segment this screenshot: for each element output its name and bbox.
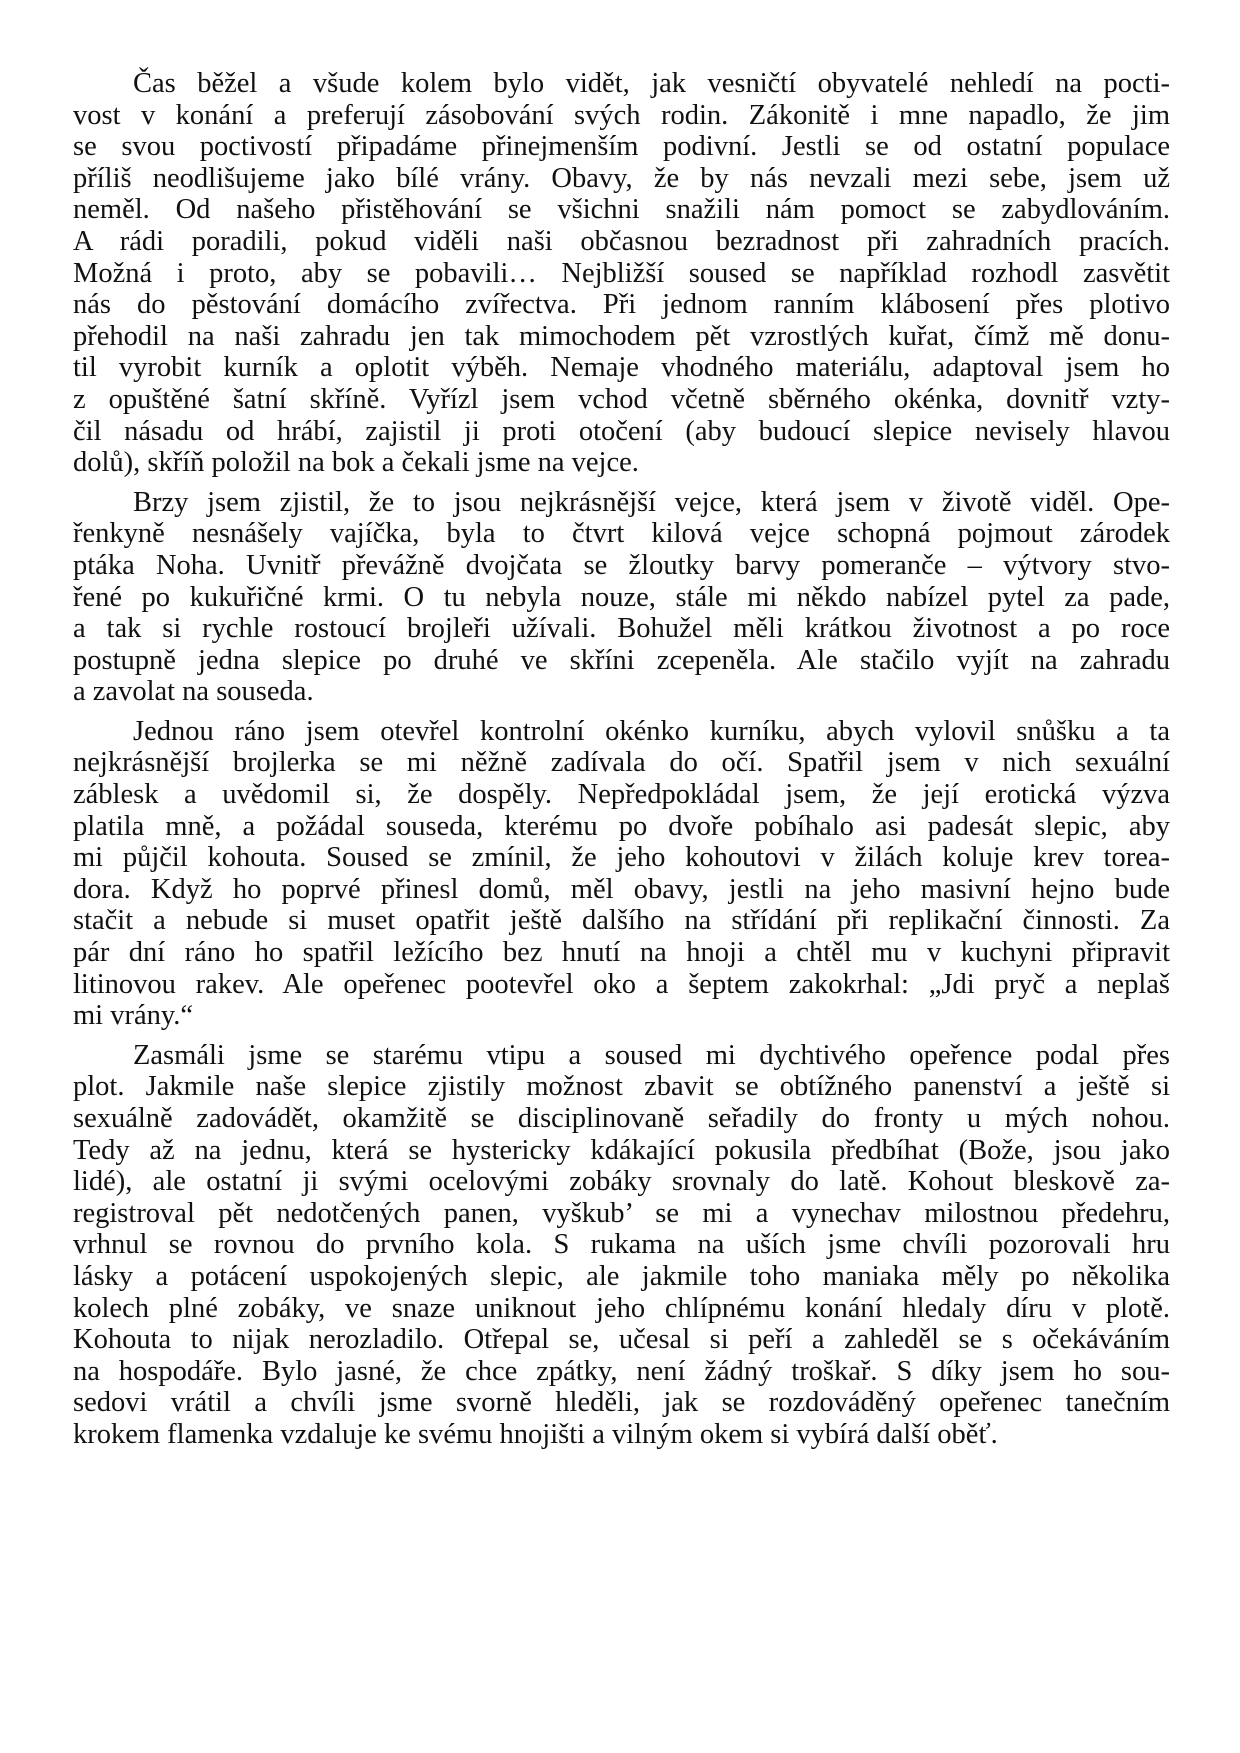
text-line: Brzy jsem zjistil, že to jsou nejkrásnější vejce, která jsem v životě viděl. Ope- (133, 486, 1170, 518)
text-line: lidé), ale ostatní ji svými ocelovými zobáky srovnaly do latě. Kohout bleskově za- (73, 1166, 1170, 1198)
text-line: a zavolat na souseda. (73, 676, 314, 708)
text-line: vost v konání a preferují zásobování svých rodin. Zákonitě i mne napadlo, že jim (73, 99, 1170, 131)
paragraph-2 (73, 487, 1170, 708)
text-line: Možná i proto, aby se pobavili… Nejbližší soused se například rozhodl zasvětit (73, 257, 1170, 289)
text-line: Jednou ráno jsem otevřel kontrolní okénko kurníku, abych vylovil snůšku a ta (133, 715, 1170, 747)
text-line: záblesk a uvědomil si, že dospěly. Nepředpokládal jsem, že její erotická výzva (73, 779, 1170, 811)
text-line: a tak si rychle rostoucí brojleři užívali. Bohužel měli krátkou životnost a po roce (73, 613, 1170, 645)
text-line: dora. Když ho poprvé přinesl domů, měl obavy, jestli na jeho masivní hejno bude (73, 873, 1170, 905)
document-page (73, 68, 1170, 1459)
text-line: kolech plné zobáky, ve snaze uniknout jeho chlípnému konání hledaly díru v plotě. (73, 1292, 1170, 1324)
text-line: z opuštěné šatní skříně. Vyřízl jsem vchod včetně sběrného okénka, dovnitř vzty- (73, 383, 1170, 415)
text-line: čil násadu od hrábí, zajistil ji proti otočení (aby budoucí slepice nevisely hlavou (73, 415, 1170, 447)
text-line: nejkrásnější brojlerka se mi něžně zadívala do očí. Spatřil jsem v nich sexuální (73, 747, 1170, 779)
text-line: stačit a nebude si muset opatřit ještě dalšího na střídání při replikační činnosti. Za (73, 905, 1170, 937)
text-line: plot. Jakmile naše slepice zjistily možnost zbavit se obtížného panenství a ještě si (73, 1071, 1170, 1103)
text-line: ptáka Noha. Uvnitř převážně dvojčata se žloutky barvy pomeranče – výtvory stvo- (73, 549, 1170, 581)
text-line: přehodil na naši zahradu jen tak mimochodem pět vzrostlých kuřat, čímž mě donu- (73, 320, 1170, 352)
text-line: sedovi vrátil a chvíli jsme svorně hleděli, jak se rozdováděný opeřenec tanečním (73, 1387, 1170, 1419)
text-line: sexuálně zadovádět, okamžitě se disciplinovaně seřadily do fronty u mých nohou. (73, 1103, 1170, 1134)
text-line: mi půjčil kohouta. Soused se zmínil, že jeho kohoutovi v žilách koluje krev torea- (73, 842, 1170, 874)
text-line: litinovou rakev. Ale opeřenec pootevřel oko a šeptem zakokrhal: „Jdi pryč a neplaš (73, 968, 1170, 1000)
paragraph-4 (73, 1040, 1170, 1451)
text-line: krokem flamenka vzdaluje ke svému hnojišti a vilným okem si vybírá další oběť. (73, 1418, 998, 1450)
paragraph-1 (73, 68, 1170, 479)
text-line: platila mně, a požádal souseda, kterému po dvoře pobíhalo asi padesát slepic, aby (73, 810, 1170, 842)
text-line: nás do pěstování domácího zvířectva. Při jednom ranním klábosení přes plotivo (73, 289, 1170, 321)
text-line: registroval pět nedotčených panen, vyškub’ se mi a vynechav milostnou předehru, (73, 1197, 1170, 1229)
text-line: postupně jedna slepice po druhé ve skříni zcepeněla. Ale stačilo vyjít na zahradu (73, 644, 1170, 676)
text-line: příliš neodlišujeme jako bílé vrány. Obavy, že by nás nevzali mezi sebe, jsem už (73, 162, 1170, 194)
text-line: A rádi poradili, pokud viděli naši občasnou bezradnost při zahradních pracích. (73, 225, 1170, 257)
text-line: řené po kukuřičné krmi. O tu nebyla nouze, stále mi někdo nabízel pytel za pade, (73, 581, 1170, 613)
text-line: dolů), skříň položil na bok a čekali jsme na vejce. (73, 447, 639, 479)
text-line: til vyrobit kurník a oplotit výběh. Nemaje vhodného materiálu, adaptoval jsem ho (73, 352, 1170, 384)
text-line: Tedy až na jednu, která se hystericky kdákající pokusila předbíhat (Bože, jsou jako (73, 1134, 1170, 1166)
text-line: řenkyně nesnášely vajíčka, byla to čtvrt kilová vejce schopná pojmout zárodek (73, 518, 1170, 550)
text-line: Čas běžel a všude kolem bylo vidět, jak vesničtí obyvatelé nehledí na pocti- (133, 68, 1170, 99)
text-line: Kohouta to nijak nerozladilo. Otřepal se, učesal si peří a zahleděl se s očekáváním (73, 1324, 1170, 1356)
text-line: mi vrány.“ (73, 1000, 194, 1032)
text-line: pár dní ráno ho spatřil ležícího bez hnutí na hnoji a chtěl mu v kuchyni připravit (73, 937, 1170, 969)
text-line: Zasmáli jsme se starému vtipu a soused mi dychtivého opeřence podal přes (133, 1039, 1170, 1071)
text-line: neměl. Od našeho přistěhování se všichni snažili nám pomoct se zabydlováním. (73, 194, 1170, 226)
paragraph-3 (73, 716, 1170, 1032)
text-line: vrhnul se rovnou do prvního kola. S rukama na uších jsme chvíli pozorovali hru (73, 1229, 1170, 1261)
text-line: na hospodáře. Bylo jasné, že chce zpátky, není žádný troškař. S díky jsem ho sou- (73, 1355, 1170, 1387)
text-line: se svou poctivostí připadáme přinejmenším podivní. Jestli se od ostatní populace (73, 131, 1170, 163)
text-line: lásky a potácení uspokojených slepic, ale jakmile toho maniaka měly po několika (73, 1260, 1170, 1292)
